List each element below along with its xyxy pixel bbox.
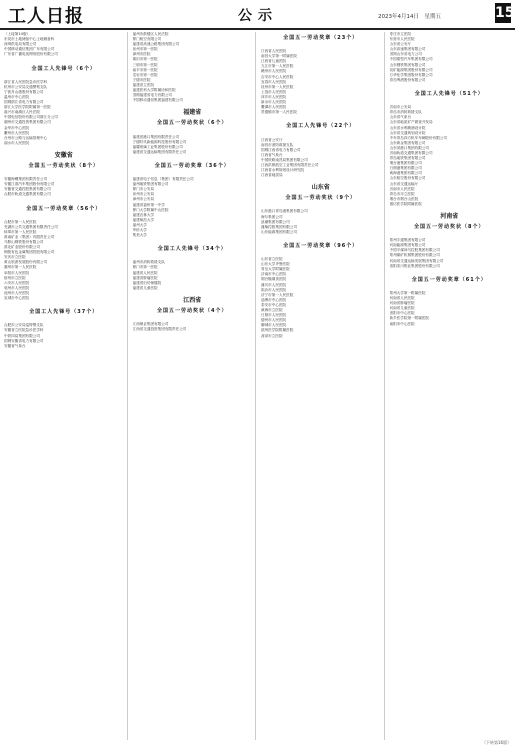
honoree-line: 枣庄市立医院 bbox=[389, 32, 412, 36]
honoree-line: 六安市人民医院 bbox=[4, 280, 30, 285]
honoree-line: 芜湖市公共交通集团有限责任公司 bbox=[4, 224, 58, 229]
award-section-heading: 全国五一劳动奖章（56个） bbox=[26, 205, 102, 212]
honoree-line: 福建省电子信息（集团）有限责任公司 bbox=[132, 177, 194, 182]
spacer bbox=[133, 155, 253, 160]
honoree-line: 合肥市轨道交通集团有限公司 bbox=[4, 192, 51, 197]
honoree-line: 中国电信股份有限公司浙江分公司 bbox=[4, 115, 58, 120]
honoree-line: 亳州市人民医院 bbox=[4, 285, 30, 290]
honoree-line: 江西洪都航空工业集团有限责任公司 bbox=[261, 162, 319, 167]
honoree-line: 宁波舟山港股份有限公司 bbox=[4, 89, 44, 94]
honoree-line: 青岛大学附属医院 bbox=[261, 267, 290, 272]
honoree-line: 丽水市人民医院 bbox=[4, 140, 30, 145]
honoree-line: 中国移动通信集团广东有限公司 bbox=[4, 47, 55, 52]
award-section-heading: 全国五一劳动奖状（9个） bbox=[285, 195, 356, 202]
honoree-line: 漳州市公安局 bbox=[132, 197, 155, 202]
honoree-line: 厦门市第一医院 bbox=[132, 265, 158, 270]
article-columns bbox=[4, 32, 512, 740]
honoree-line: 淮南矿业（集团）有限责任公司 bbox=[4, 234, 55, 239]
honoree-line: 烟台毓璜顶医院 bbox=[261, 277, 287, 282]
honoree-line: 台州市公路与运输管理中心 bbox=[4, 135, 48, 140]
honoree-line: 安徽省气象台 bbox=[4, 343, 26, 348]
honoree-line: 湖州市交通投资集团有限公司 bbox=[4, 120, 51, 125]
honoree-line: 国网福建省电力有限公司 bbox=[132, 93, 173, 98]
honoree-line: 山东黄金集团有限公司 bbox=[389, 140, 426, 145]
honoree-line: 福建省交通运输集团有限责任公司 bbox=[132, 149, 187, 154]
honoree-line: 江西省儿童医院 bbox=[261, 59, 287, 64]
honoree-line: 河南省交通运输发展集团有限公司 bbox=[389, 258, 444, 263]
honoree-line: 山东省地质矿产勘查开发局 bbox=[389, 120, 433, 125]
honoree-line: 合肥市公安局巡特警支队 bbox=[4, 323, 44, 328]
award-section-heading: 全国工人先锋号（6个） bbox=[31, 65, 96, 72]
honoree-line: 山东省立医院 bbox=[261, 257, 283, 262]
honoree-line: 安徽省立医院急诊医学科 bbox=[4, 328, 44, 333]
honoree-line: 山东省交通规划设计院 bbox=[389, 130, 426, 135]
honoree-line: 安徽海螺集团有限责任公司 bbox=[4, 177, 48, 182]
honoree-line: 安徽省交通控股集团有限公司 bbox=[4, 187, 51, 192]
honoree-line: 临沂市人民医院 bbox=[261, 287, 287, 292]
province-heading: 福建省 bbox=[183, 109, 202, 117]
honoree-line: 泉州市公安局 bbox=[132, 192, 155, 197]
award-section-heading: 全国五一劳动奖状（4个） bbox=[157, 308, 228, 315]
honoree-line: 广东省广播电视网络股份有限公司 bbox=[4, 52, 58, 57]
honoree-line: 安徽江淮汽车集团股份有限公司 bbox=[4, 182, 55, 187]
honoree-line: 日照港集团有限公司 bbox=[389, 166, 422, 171]
honoree-line: 山东港口青岛港集团有限公司 bbox=[261, 209, 308, 214]
honoree-line: 青岛啤酒股份有限公司 bbox=[389, 77, 426, 82]
honoree-line: 国网安徽省电力有限公司 bbox=[4, 338, 44, 343]
column-3 bbox=[261, 32, 385, 740]
honoree-line: 山东省港口集团有限公司 bbox=[389, 145, 430, 150]
province-heading: 山东省 bbox=[311, 184, 330, 192]
honoree-line: 福州地铁集团有限公司 bbox=[132, 182, 169, 187]
honoree-line: 滁州市第一人民医院 bbox=[4, 265, 37, 270]
award-section-heading: 全国五一劳动奖状（8个） bbox=[28, 162, 99, 169]
honoree-line: 中国平煤神马控股集团有限公司 bbox=[389, 248, 440, 253]
column-4 bbox=[390, 32, 513, 740]
honoree-line: 福建省人民医院 bbox=[132, 270, 158, 275]
honoree-line: 聊城市人民医院 bbox=[261, 323, 287, 328]
honoree-line: 抚州市第一人民医院 bbox=[261, 84, 294, 89]
award-section-heading: 全国五一劳动奖状（6个） bbox=[157, 120, 228, 127]
honoree-line: 泉州市第一医院 bbox=[132, 47, 158, 52]
honoree-line: 青岛市市立医院 bbox=[389, 191, 415, 196]
province-heading: 江西省 bbox=[183, 297, 202, 305]
honoree-line: 济南市公安局 bbox=[389, 105, 412, 110]
honoree-line: 福州大学 bbox=[132, 222, 147, 227]
honoree-line: 鹰潭市人民医院 bbox=[261, 105, 287, 110]
honoree-line: 嘉兴市南湖区人民法院 bbox=[4, 110, 40, 115]
honoree-line: 浙江省人民医院急诊医学科 bbox=[4, 79, 48, 84]
award-section-heading: 全国五一劳动奖章（23个） bbox=[283, 35, 359, 41]
honoree-line: 济南轨道交通集团有限公司 bbox=[389, 150, 433, 155]
honoree-line: 淮北矿业股份有限公司 bbox=[4, 245, 40, 250]
honoree-line: 厦门大学附属中山医院 bbox=[132, 207, 169, 212]
honoree-line: 滨州医学院附属医院 bbox=[261, 328, 294, 333]
honoree-line: 山东省气象台 bbox=[389, 115, 412, 120]
honoree-line: 马鞍山钢铁股份有限公司 bbox=[4, 240, 44, 244]
honoree-line: 山东航空股份有限公司 bbox=[389, 176, 426, 181]
honoree-line: 国网山东省电力公司 bbox=[389, 52, 422, 57]
honoree-line: 威海市立医院 bbox=[261, 308, 283, 313]
honoree-line: 洛阳栾川钼业集团股份有限公司 bbox=[389, 263, 440, 268]
honoree-line: 山东大学齐鲁医院 bbox=[261, 262, 290, 267]
honoree-line: 福建省港口集团有限责任公司 bbox=[132, 134, 180, 139]
honoree-line: 福州市鼓楼区人民法院 bbox=[132, 32, 169, 36]
section-title: 公示 bbox=[238, 8, 278, 24]
honoree-line: 衢州市人民医院 bbox=[4, 130, 30, 135]
masthead bbox=[0, 0, 515, 30]
column-2 bbox=[133, 32, 257, 740]
honoree-line: 宜春市人民医院 bbox=[261, 79, 287, 84]
honoree-line: 赣州市人民医院 bbox=[261, 69, 287, 74]
honoree-line: 南平市第一医院 bbox=[132, 67, 158, 72]
award-section-heading: 全国五一劳动奖章（61个） bbox=[411, 276, 487, 283]
honoree-line: 南阳市中心医院 bbox=[389, 321, 415, 326]
honoree-line: 安庆市立医院 bbox=[4, 255, 26, 260]
honoree-line: 福建省妇幼保健院 bbox=[132, 280, 162, 285]
honoree-line: 铜陵有色金属集团控股有限公司 bbox=[4, 250, 55, 255]
honoree-line: 淄博市中心医院 bbox=[261, 297, 287, 302]
honoree-line: 山东省水利勘测设计院 bbox=[389, 125, 426, 130]
honoree-line: 宿州市立医院 bbox=[4, 275, 26, 280]
spacer bbox=[133, 238, 253, 243]
province-heading: 河南省 bbox=[440, 213, 459, 221]
honoree-line: 江西省人民医院 bbox=[261, 49, 287, 54]
honoree-line: 江西省公安厅 bbox=[261, 137, 283, 142]
award-section-heading: 全国工人先锋号（51个） bbox=[414, 91, 484, 98]
award-section-heading: 全国五一劳动奖章（96个） bbox=[283, 243, 359, 249]
honoree-line: （上接第14版） bbox=[4, 32, 31, 36]
honoree-line: 福建省儿童医院 bbox=[132, 285, 158, 290]
honoree-line: 日照市人民医院 bbox=[261, 313, 287, 318]
honoree-line: 深圳供电局有限公司 bbox=[4, 42, 37, 47]
spacer bbox=[261, 115, 381, 120]
honoree-line: 福建省肿瘤医院 bbox=[132, 275, 158, 280]
honoree-line: 郑州宇通集团有限公司 bbox=[389, 238, 426, 243]
honoree-line: 厦门航空有限公司 bbox=[132, 37, 162, 42]
honoree-line: 宁德市医院 bbox=[132, 77, 151, 82]
honoree-line: 温州市中心医院 bbox=[4, 94, 30, 99]
honoree-line: 福州市消防救援支队 bbox=[132, 260, 165, 265]
honoree-line: 河南能源集团有限公司 bbox=[389, 243, 426, 248]
honoree-line: 景德镇市第一人民医院 bbox=[261, 110, 297, 115]
honoree-line: 福建师范大学 bbox=[132, 217, 155, 222]
honoree-line: 福耀玻璃工业集团股份有限公司 bbox=[132, 144, 183, 149]
honoree-line: 三明市第一医院 bbox=[132, 62, 158, 67]
honoree-line: 海尔集团公司 bbox=[261, 214, 283, 219]
honoree-line: 新余市人民医院 bbox=[261, 100, 287, 105]
honoree-line: 九江市第一人民医院 bbox=[261, 64, 294, 69]
honoree-line: 漳州市医院 bbox=[132, 52, 151, 57]
honoree-line: 江西省水利规划设计研究院 bbox=[261, 168, 305, 173]
honoree-line: 吉安市中心人民医院 bbox=[261, 74, 294, 79]
issue-date: 2023年4月14日 星期五 bbox=[378, 14, 441, 20]
honoree-line: 潍柴控股集团有限公司 bbox=[261, 224, 297, 229]
honoree-line: 青岛市消防救援支队 bbox=[389, 110, 422, 115]
honoree-line: 济南市中心医院 bbox=[261, 272, 287, 277]
honoree-line: 新乡医学院第一附属医院 bbox=[389, 316, 430, 321]
page-number: 15 bbox=[495, 5, 515, 21]
honoree-line: 厦门市公安局 bbox=[132, 187, 155, 192]
honoree-line: 龙岩市第一医院 bbox=[132, 72, 158, 77]
column-1 bbox=[4, 32, 128, 740]
honoree-line: 福建省立医院 bbox=[132, 82, 155, 87]
award-section-heading: 全国五一劳动奖章（36个） bbox=[154, 162, 230, 169]
honoree-line: 华侨大学 bbox=[132, 228, 147, 232]
spacer bbox=[4, 57, 124, 62]
honoree-line: 中车青岛四方机车车辆股份有限公司 bbox=[389, 135, 447, 140]
honoree-line: 国网江西省电力有限公司 bbox=[261, 147, 301, 152]
spacer bbox=[4, 197, 124, 202]
honoree-line: 东营市人民医院 bbox=[389, 37, 415, 42]
honoree-line: 潍坊市人民医院 bbox=[261, 282, 287, 287]
honoree-line: 南昌大学第一附属医院 bbox=[261, 54, 297, 59]
honoree-line: 中国重型汽车集团有限公司 bbox=[389, 57, 433, 62]
spacer bbox=[390, 269, 510, 274]
honoree-line: 威海港集团有限公司 bbox=[389, 171, 422, 176]
honoree-line: 济宁市第一人民医院 bbox=[261, 292, 294, 297]
honoree-line: 中国移动通信集团福建有限公司 bbox=[132, 98, 183, 103]
honoree-line: 福建医科大学附属协和医院 bbox=[132, 88, 176, 93]
honoree-line: 山东省交通运输厅 bbox=[389, 181, 419, 186]
honoree-line: 泰安市中心医院 bbox=[261, 302, 287, 307]
honoree-line: 上饶市人民医院 bbox=[261, 89, 287, 94]
honoree-line: 国网浙江省电力有限公司 bbox=[4, 100, 44, 105]
honoree-line: 福建省福州第一中学 bbox=[132, 202, 165, 207]
honoree-line: 宣城市中心医院 bbox=[4, 296, 30, 301]
spacer bbox=[390, 83, 510, 88]
honoree-line: 萍乡市人民医院 bbox=[261, 94, 287, 99]
honoree-line: 浪潮集团有限公司 bbox=[261, 219, 290, 224]
honoree-line: 河南省人民医院 bbox=[389, 296, 415, 301]
honoree-line: 池州市人民医院 bbox=[4, 290, 30, 295]
honoree-line: 河南省肿瘤医院 bbox=[389, 301, 415, 306]
honoree-line: 河南省儿童医院 bbox=[389, 306, 415, 311]
honoree-line: 蚌埠市第一人民医院 bbox=[4, 229, 37, 234]
honoree-line: 中铁四局集团有限公司 bbox=[4, 333, 40, 338]
honoree-line: 山东钢铁集团有限公司 bbox=[389, 62, 426, 67]
honoree-line: 浙江大学医学院附属第一医院 bbox=[4, 105, 51, 110]
honoree-line: 郑州大学第一附属医院 bbox=[389, 290, 426, 295]
honoree-line: 万华化学集团股份有限公司 bbox=[389, 72, 433, 77]
honoree-line: 潍坊医学院附属医院 bbox=[389, 201, 422, 206]
honoree-line: 南昌市消防救援支队 bbox=[261, 142, 294, 147]
continuation-note: （下转第16版） bbox=[482, 740, 512, 745]
honoree-line: 杭州市公安局交通警察支队 bbox=[4, 84, 48, 89]
honoree-line: 山东高速集团有限公司 bbox=[389, 47, 426, 52]
honoree-line: 黄山旅游发展股份有限公司 bbox=[4, 260, 48, 265]
award-section-heading: 全国工人先锋号（22个） bbox=[286, 123, 356, 130]
honoree-line: 郑州煤矿机械集团股份有限公司 bbox=[389, 253, 440, 258]
honoree-line: 兖矿能源集团股份有限公司 bbox=[389, 67, 433, 72]
honoree-line: 菏泽市立医院 bbox=[261, 333, 283, 338]
award-section-heading: 全国工人先锋号（37个） bbox=[29, 309, 99, 316]
honoree-line: 金华市中心医院 bbox=[4, 125, 30, 130]
province-heading: 安徽省 bbox=[54, 151, 73, 159]
honoree-line: 济南市人民医院 bbox=[389, 186, 415, 191]
spacer bbox=[261, 235, 381, 240]
honoree-line: 山东省公安厅 bbox=[389, 42, 412, 47]
honoree-line: 烟台港集团有限公司 bbox=[389, 161, 422, 166]
honoree-line: 烟台市烟台山医院 bbox=[389, 196, 419, 201]
award-section-heading: 全国五一劳动奖状（8个） bbox=[414, 224, 485, 231]
honoree-line: 青岛地铁集团有限公司 bbox=[389, 156, 426, 161]
honoree-line: 莆田市第一医院 bbox=[132, 57, 158, 62]
honoree-line: 江西省交通投资集团有限责任公司 bbox=[132, 327, 187, 332]
honoree-line: 江西铜业集团有限公司 bbox=[132, 322, 169, 327]
honoree-line: 江西省气象台 bbox=[261, 152, 283, 157]
honoree-line: 中国铁路南昌局集团有限公司 bbox=[261, 157, 308, 162]
newspaper-logo: 工人日报 bbox=[8, 6, 84, 27]
honoree-line: 合肥市第一人民医院 bbox=[4, 219, 37, 224]
honoree-line: 江西省地质局 bbox=[261, 173, 283, 178]
honoree-line: 福建农林大学 bbox=[132, 212, 155, 217]
honoree-line: 东莞市土地储备中心土地储备科 bbox=[4, 37, 55, 42]
honoree-line: 福建省高速公路集团有限公司 bbox=[132, 42, 180, 47]
spacer bbox=[4, 301, 124, 306]
honoree-line: 洛阳市中心医院 bbox=[389, 311, 415, 316]
honoree-line: 德州市人民医院 bbox=[261, 318, 287, 323]
award-section-heading: 全国工人先锋号（34个） bbox=[157, 246, 227, 253]
honoree-line: 山东能源集团有限公司 bbox=[261, 229, 297, 234]
honoree-line: 宁德时代新能源科技股份有限公司 bbox=[132, 139, 187, 144]
honoree-line: 阜阳市人民医院 bbox=[4, 270, 30, 275]
honoree-line: 集美大学 bbox=[132, 233, 147, 238]
